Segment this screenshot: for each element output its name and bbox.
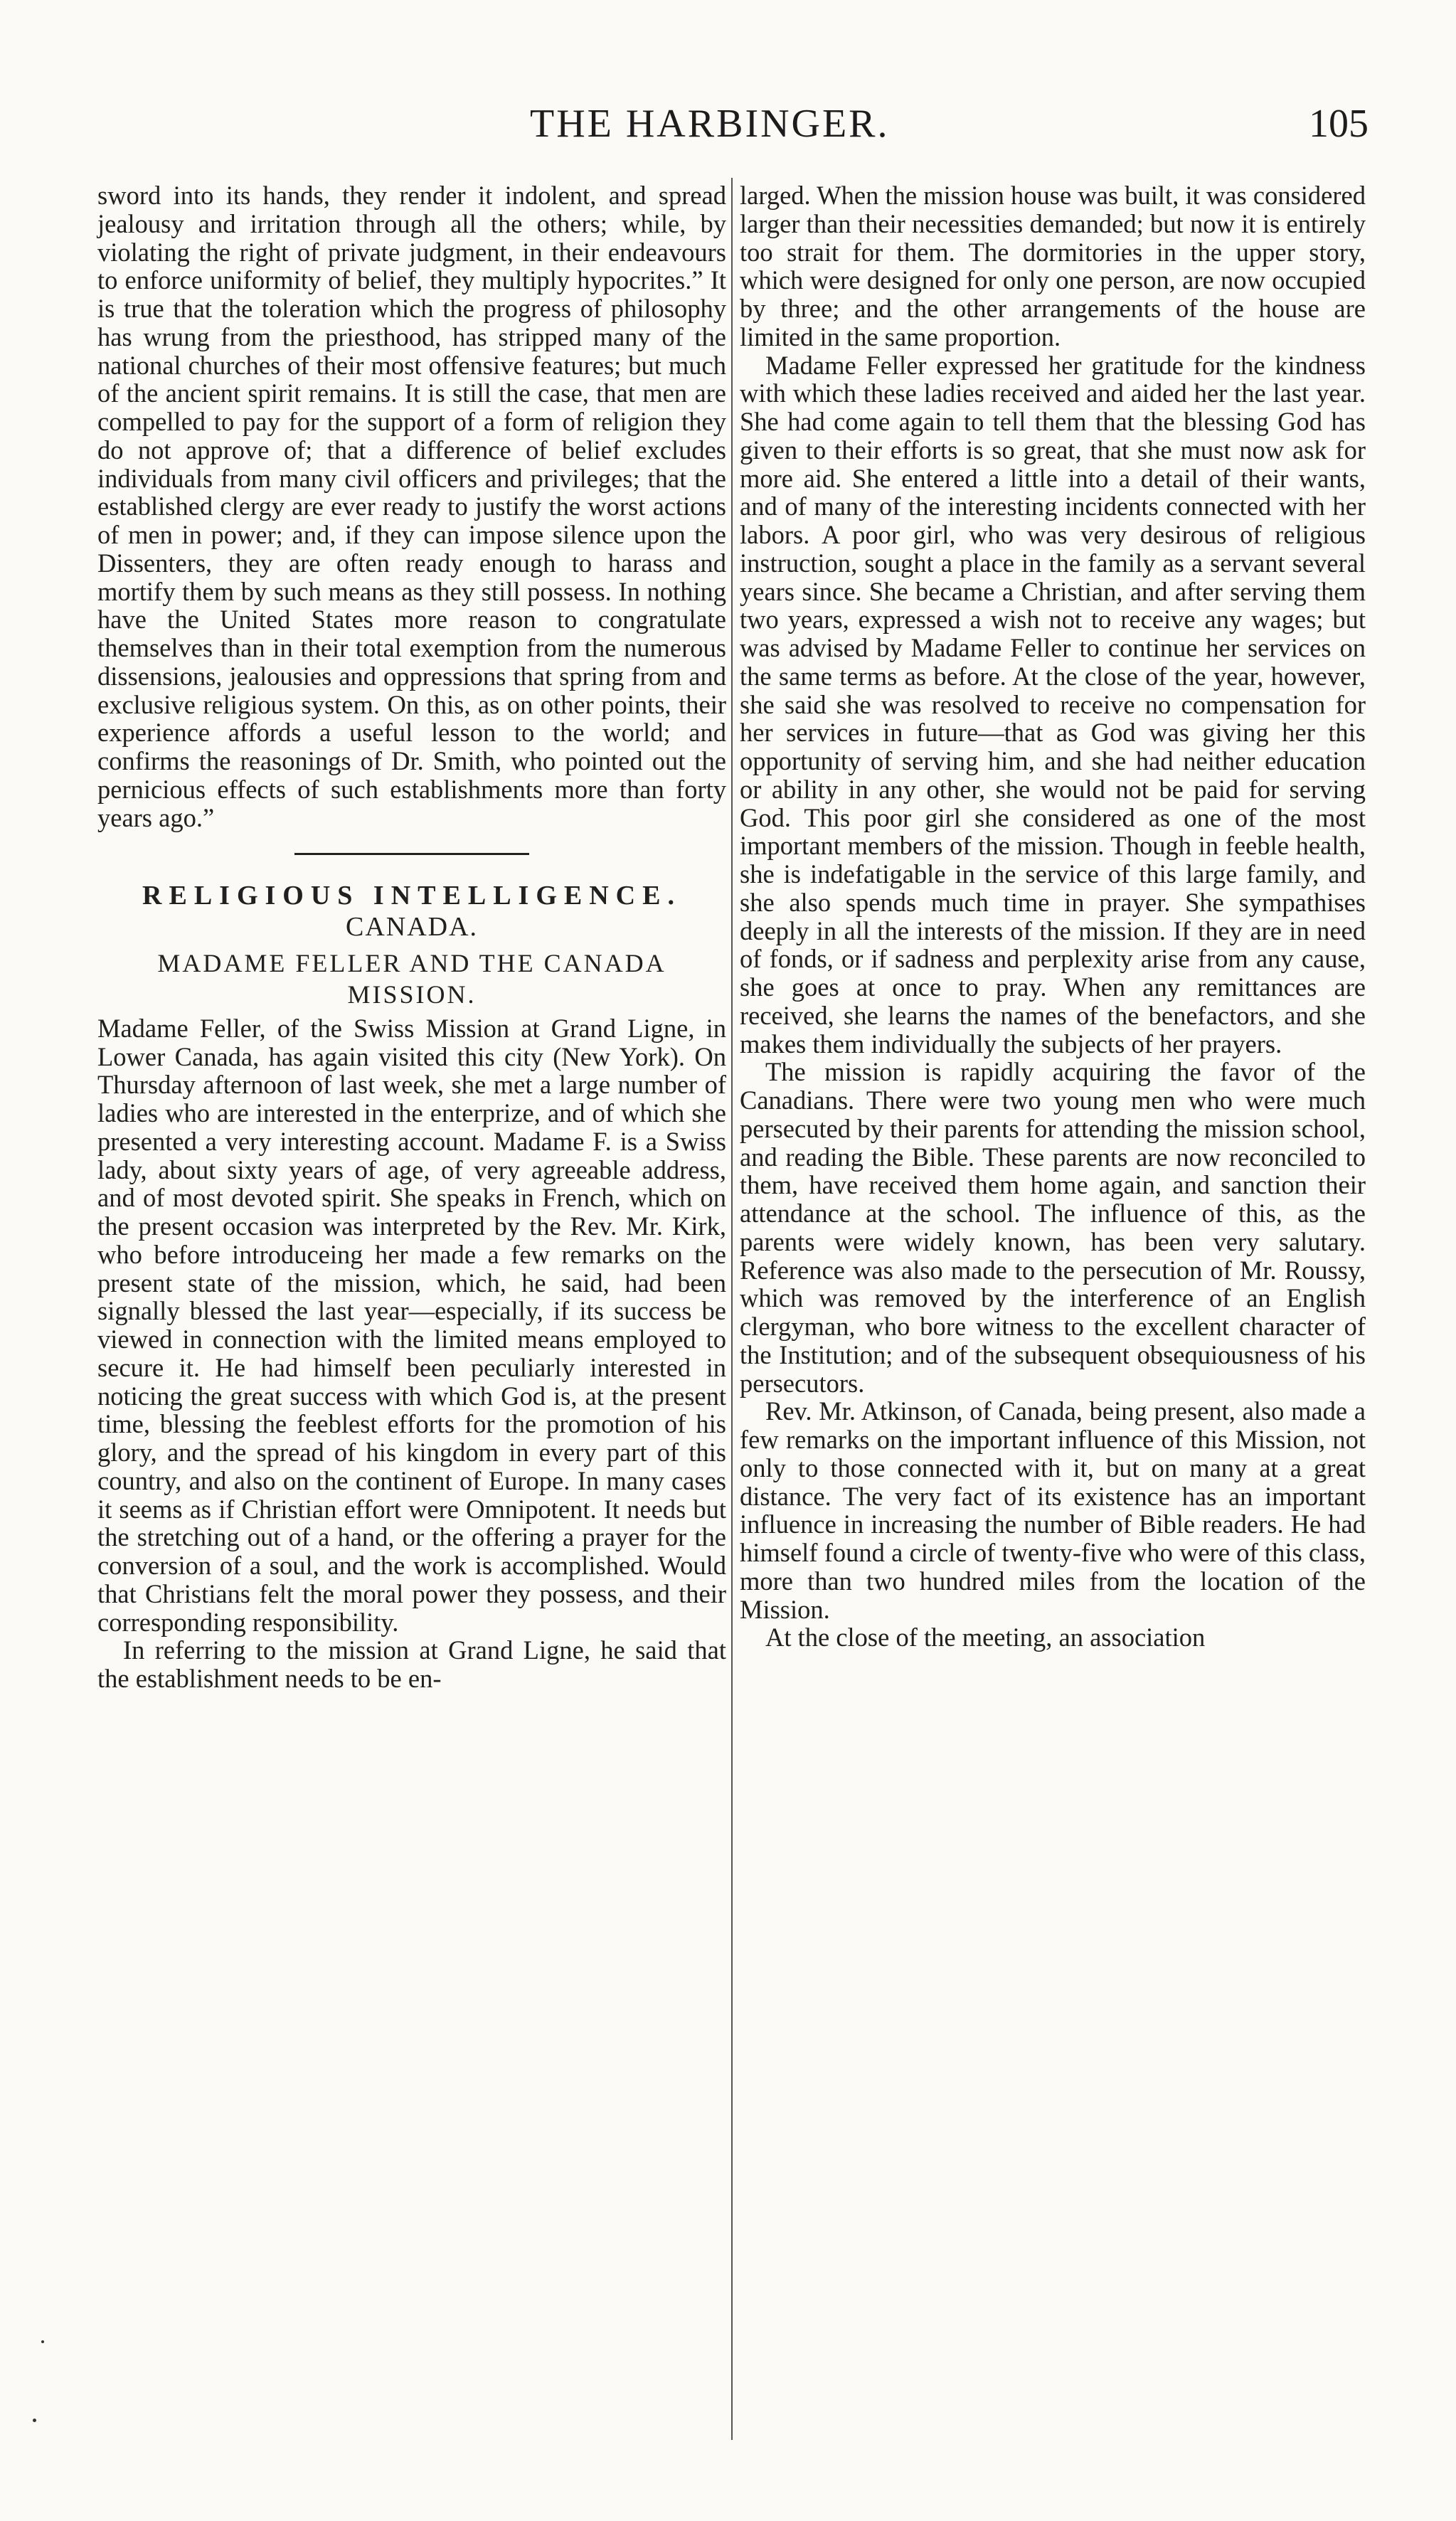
article-paragraph: In referring to the mission at Grand Ligne, he said that the establishment needs to be en-: [97, 1635, 726, 1693]
article-paragraph: Rev. Mr. Atkinson, of Canada, being present, also made a few remarks on the important influence of this Mission, not only to those connected with it, but on many at a great distance. The very fact of its existence has an important influence in increasing the number of Bible readers. He had himself found a circle of twenty-five who were of this class, more than two hundred miles from the location of the Mission.: [740, 1396, 1366, 1624]
article-paragraph: Madame Feller expressed her gratitude for the kindness with which these ladies received and aided her the last year. She had come again to tell them that the blessing God has given to their efforts is so great, that she must now ask for more aid. She entered a little into a detail of their wants, and of many of the interesting incidents connected with her labors. A poor girl, who was very desirous of religious instruction, sought a place in the family as a servant several years since. She became a Christian, and after serving them two years, expressed a wish not to receive any wages; but was advised by Madame Feller to continue her services on the same terms as before. At the close of the year, however, she said she was resolved to receive no compensation for her services in future—that as God was giving her this opportunity of serving him, and she had neither education or ability in any other, she would not be paid for serving God. This poor girl she considered as one of the most important members of the mission. Though in feeble health, she is indefatigable in the service of this large family, and she also spends much time in prayer. She sympathises deeply in all the interests of the mission. If they are in need of fonds, or if sadness and perplexity arise from any cause, she goes at once to pray. When any remittances are received, she learns the names of the benefactors, and she makes them individually the subjects of her prayers.: [740, 350, 1366, 1058]
continued-paragraph: sword into its hands, they render it indolent, and spread jealousy and irritation through all the others; while, by violating the right of private judgment, in their endeavours to enforce uniformity of belief, they multiply hypocrites.” It is true that the toleration which the progress of philosophy has wrung from the priesthood, has stripped many of the national churches of their most offensive features; but much of the ancient spirit remains. It is still the case, that men are compelled to pay for the support of a form of religion they do not approve of; that a difference of belief excludes individuals from many civil officers and privileges; that the established clergy are ever ready to justify the worst actions of men in power; and, if they can impose silence upon the Dissenters, they are often ready enough to harass and mortify them by such means as they still possess. In nothing have the United States more reason to congratulate themselves than in their total exemption from the numerous dissensions, jealousies and oppressions that spring from and exclusive religious system. On this, as on other points, their experience affords a useful lesson to the world; and confirms the reasonings of Dr. Smith, who pointed out the pernicious effects of such establishments more than forty years ago.”: [97, 181, 726, 832]
section-heading: RELIGIOUS INTELLIGENCE.: [142, 881, 681, 911]
right-column: [740, 181, 1366, 1652]
running-title: THE HARBINGER.: [530, 102, 890, 146]
article-paragraph: Madame Feller, of the Swiss Mission at Grand Ligne, in Lower Canada, has again visited this city (New York). On Thursday afternoon of last week, she met a large number of ladies who are interested in the enterprize, and of which she presented a very interesting account. Madame F. is a Swiss lady, about sixty years of age, of very agreeable address, and of most devoted spirit. She speaks in French, which on the present occasion was interpreted by the Rev. Mr. Kirk, who before introduceing her made a few remarks on the present state of the mission, which, he said, had been signally blessed the last year—especially, if its success be viewed in connection with the limited means employed to secure it. He had himself been peculiarly interested in noticing the great success with which God is, at the present time, blessing the feeblest efforts for the promotion of his glory, and the spread of his kingdom in every part of this country, and also on the continent of Europe. In many cases it seems as if Christian effort were Omnipotent. It needs but the stretching out of a hand, or the offering a prayer for the conversion of a soul, and the work is accomplished. Would that Christians felt the moral power they possess, and their corresponding responsibility.: [97, 1013, 726, 1637]
column-divider: [731, 178, 733, 2440]
article-paragraph: larged. When the mission house was built, it was considered larger than their necessities demanded; but now it is entirely too strait for them. The dormitories in the upper story, which were designed for only one person, are now occupied by three; and the other arrangements of the house are limited in the same proportion.: [740, 181, 1366, 351]
page-number: 105: [1309, 102, 1369, 146]
running-head: [0, 101, 1456, 151]
print-speck: [41, 2340, 44, 2343]
print-speck: [33, 2419, 36, 2422]
section-separator: [294, 853, 529, 855]
article-paragraph: At the close of the meeting, an association: [765, 1623, 1206, 1652]
article-title: MADAME FELLER AND THE CANADA MISSION.: [157, 948, 666, 1009]
left-column: [97, 181, 726, 1693]
article-paragraph: The mission is rapidly acquiring the favor of the Canadians. There were two young men who were much persecuted by their parents for attending the mission school, and reading the Bible. These parents are now reconciled to them, have received them home again, and sanction their attendance at the school. The influence of this, as the parents were widely known, has been very salutary. Reference was also made to the persecution of Mr. Roussy, which was removed by the interference of an English clergyman, who bore witness to the excellent character of the Institution; and of the subsequent obsequiousness of his persecutors.: [740, 1057, 1366, 1398]
section-subheading: CANADA.: [345, 912, 479, 942]
